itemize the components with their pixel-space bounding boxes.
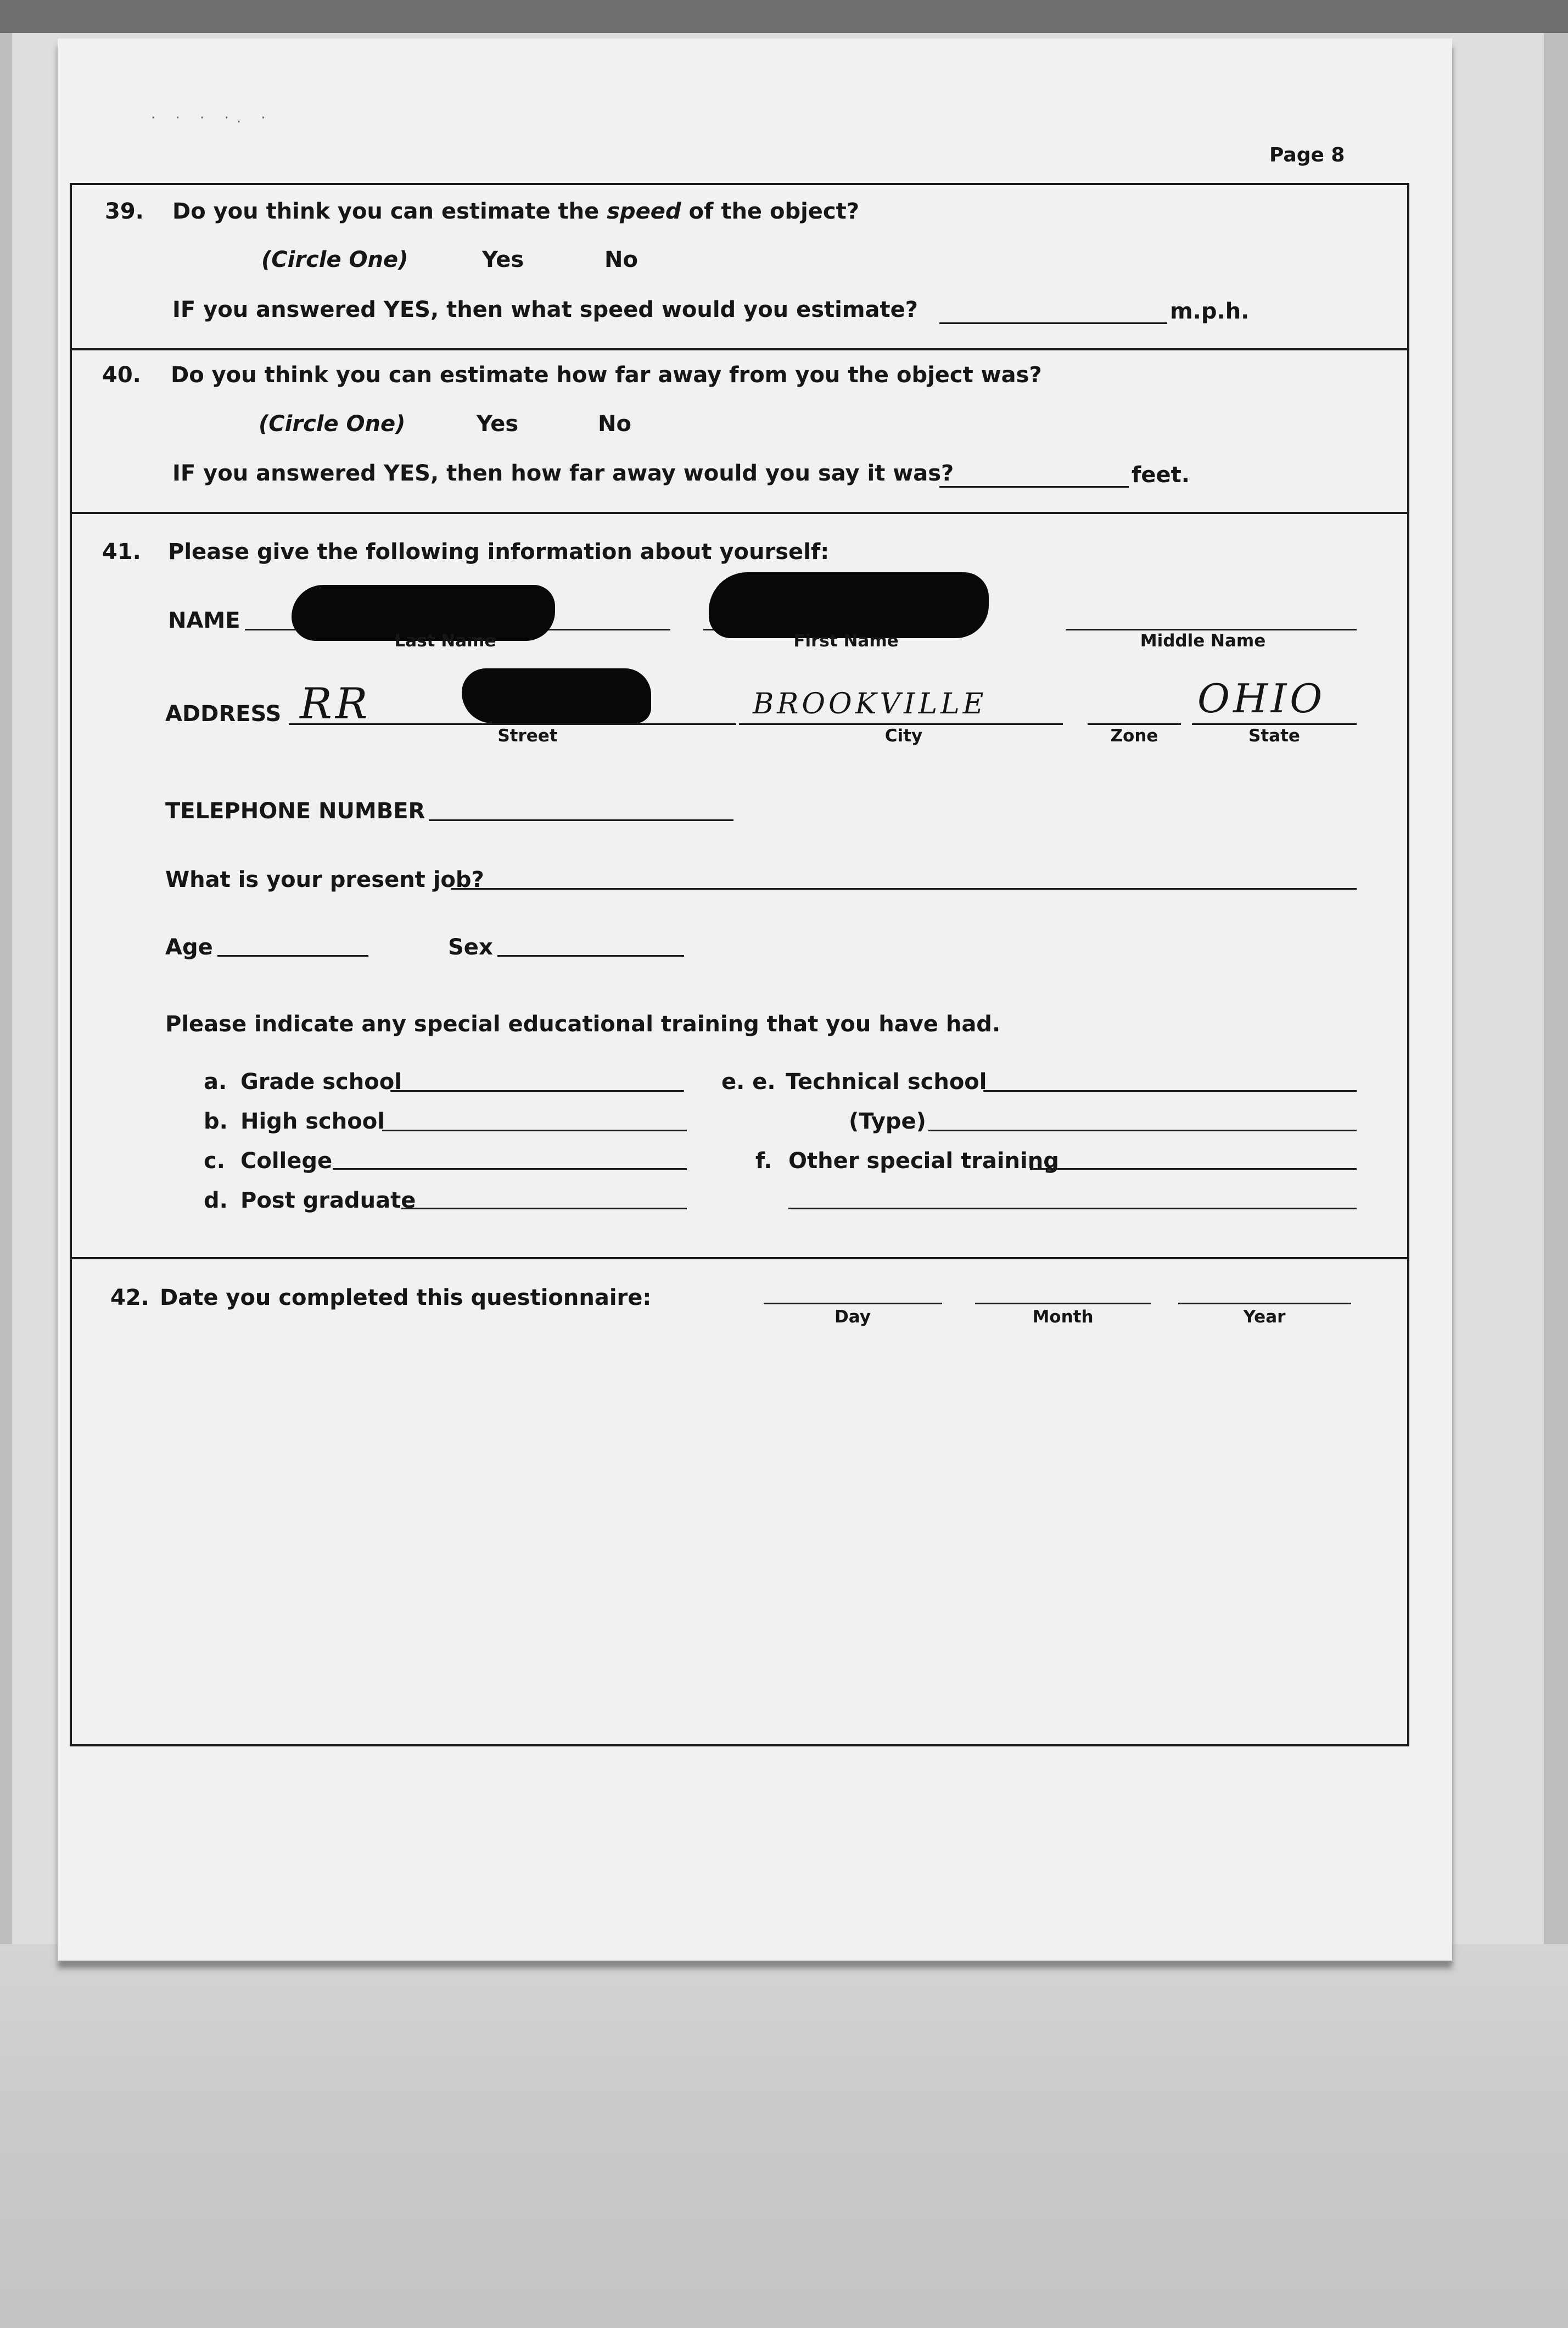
grade-school-line[interactable] [390,1090,684,1092]
day-caption: Day [835,1307,871,1327]
question-number: 41. [102,539,141,565]
film-top-band [0,0,1568,33]
question-text: Date you completed this questionnaire: [160,1285,652,1310]
other-training-line[interactable] [1030,1168,1357,1170]
education-item-marker: c. [204,1148,225,1174]
distance-answer-line[interactable] [939,486,1129,488]
question-text-part: Do you think you can estimate the [172,199,600,224]
circle-one-instruction: (Circle One) [261,247,408,272]
middle-name-line[interactable] [1066,629,1357,630]
present-job-label: What is your present job? [165,867,484,892]
circle-one-instruction: (Circle One) [259,411,406,437]
education-item-marker: e. e. [721,1069,776,1095]
section-divider [72,348,1407,350]
high-school-label: High school [240,1109,385,1134]
zone-line[interactable] [1088,723,1181,725]
follow-up-text: IF you answered YES, then what speed would you estimate? [172,297,918,322]
section-divider [72,1257,1407,1259]
sex-label: Sex [448,935,493,960]
year-caption: Year [1243,1307,1286,1327]
post-graduate-label: Post graduate [240,1188,416,1213]
technical-school-label: Technical school [786,1069,987,1095]
month-line[interactable] [975,1303,1151,1304]
yes-option[interactable]: Yes [477,411,519,437]
question-text-part: of the object? [688,199,859,224]
street-caption: Street [497,726,558,746]
question-text: Please give the following information about yourself: [168,539,830,565]
other-training-label: Other special training [788,1148,1059,1174]
section-divider [72,512,1407,514]
redaction-mark [462,668,651,723]
technical-school-line[interactable] [983,1090,1357,1092]
other-training-line-2[interactable] [788,1208,1357,1209]
telephone-label: TELEPHONE NUMBER [165,799,425,824]
yes-option[interactable]: Yes [482,247,524,272]
education-intro: Please indicate any special educational training that you have had. [165,1012,1001,1037]
street-handwritten-value: RR [300,679,371,729]
first-name-caption: First Name [793,631,899,651]
age-line[interactable] [217,955,368,957]
page-number: Page 8 [1269,144,1345,166]
question-text-emphasis: speed [607,199,681,224]
college-line[interactable] [333,1168,687,1170]
day-line[interactable] [764,1303,942,1304]
technical-type-line[interactable] [928,1130,1357,1131]
post-graduate-line[interactable] [401,1208,687,1209]
education-item-marker: d. [204,1188,228,1213]
question-number: 42. [110,1285,149,1310]
no-option[interactable]: No [604,247,638,272]
question-number: 40. [102,362,141,388]
high-school-line[interactable] [382,1130,687,1131]
education-item-marker: f. [755,1148,772,1174]
name-label: NAME [168,608,240,633]
address-label: ADDRESS [165,701,282,727]
questionnaire-form [70,183,1409,1746]
state-caption: State [1248,726,1300,746]
follow-up-text: IF you answered YES, then how far away would you say it was? [172,461,954,486]
education-item-marker: a. [204,1069,227,1095]
city-caption: City [884,726,923,746]
speed-unit: m.p.h. [1170,299,1250,324]
question-text: Do you think you can estimate how far away from you the object was? [171,362,1042,388]
no-option[interactable]: No [598,411,631,437]
age-label: Age [165,935,213,960]
last-name-caption: Last Name [394,631,496,651]
redaction-mark [709,572,989,638]
film-bottom-band [0,1944,1568,2328]
telephone-line[interactable] [429,819,733,821]
sex-line[interactable] [497,955,684,957]
technical-type-label: (Type) [849,1109,926,1134]
speed-answer-line[interactable] [939,322,1167,324]
question-number: 39. [105,199,144,224]
education-item-marker: b. [204,1109,228,1134]
state-handwritten-value: OHIO [1197,675,1326,722]
city-handwritten-value: BROOKVILLE [753,688,987,721]
present-job-line[interactable] [451,888,1357,890]
question-text [172,199,859,224]
zone-caption: Zone [1110,726,1158,746]
corner-specks: · · · ·. · [151,110,273,126]
state-line[interactable] [1192,723,1357,725]
grade-school-label: Grade school [240,1069,402,1095]
month-caption: Month [1032,1307,1094,1327]
college-label: College [240,1148,333,1174]
distance-unit: feet. [1132,462,1190,488]
middle-name-caption: Middle Name [1140,631,1266,651]
city-line[interactable] [739,723,1063,725]
year-line[interactable] [1178,1303,1351,1304]
